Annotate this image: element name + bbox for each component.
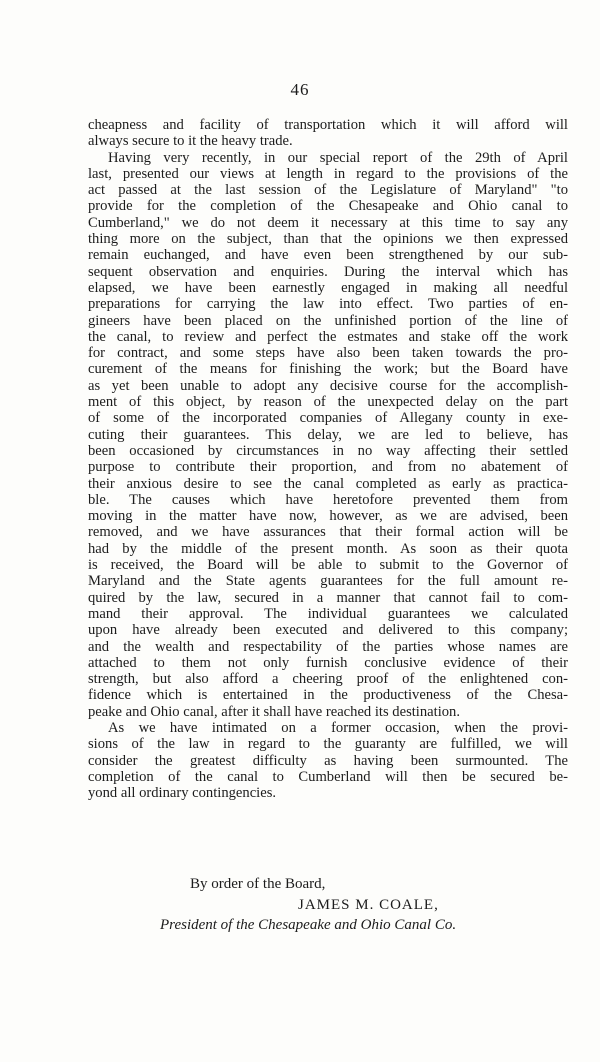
text-line: removed, and we have assurances that their formal action will be	[88, 524, 568, 541]
text-line: Cumberland," we do not deem it necessary at this time to say any	[88, 214, 568, 231]
text-line: attached to them not only furnish conclusive evidence of their	[88, 654, 568, 671]
text-line: Having very recently, in our special report of the 29th of April	[108, 149, 568, 166]
text-line: sequent observation and enquiries. During the interval which has	[88, 263, 568, 280]
signer-name: JAMES M. COALE,	[298, 897, 439, 913]
text-line: last, presented our views at length in regard to the provisions of the	[88, 165, 568, 182]
text-line: yond all ordinary contingencies.	[88, 785, 277, 802]
page-number: 46	[290, 80, 310, 99]
text-line: purpose to contribute their proportion, and from no abatement of	[88, 459, 568, 476]
text-line: always secure to it the heavy trade.	[88, 133, 293, 150]
text-line: preparations for carrying the law into effect. Two parties of en-	[88, 296, 568, 313]
text-line: elapsed, we have been earnestly engaged in making all needful	[88, 279, 568, 296]
signature-by-order: By order of the Board,	[190, 876, 326, 892]
text-line: thing more on the subject, than that the opinions we then expressed	[88, 231, 568, 248]
text-line: had by the middle of the present month. As soon as their quota	[88, 540, 568, 557]
text-line: strength, but also afford a cheering proof of the enlightened con-	[88, 671, 568, 688]
text-line: Maryland and the State agents guarantees for the full amount re-	[88, 573, 568, 590]
text-line: their anxious desire to see the canal completed as early as practica-	[88, 475, 568, 492]
text-line: and the wealth and respectability of the parties whose names are	[88, 638, 568, 655]
text-line: gineers have been placed on the unfinished portion of the line of	[88, 312, 568, 329]
text-line: been occasioned by circumstances in no way affecting their settled	[88, 442, 568, 459]
report-body	[88, 117, 568, 801]
text-line: cuting their guarantees. This delay, we are led to believe, has	[88, 426, 568, 443]
text-line: act passed at the last session of the Legislature of Maryland" "to	[88, 182, 568, 199]
text-line: of some of the incorporated companies of Allegany county in exe-	[88, 410, 568, 427]
text-line: ble. The causes which have heretofore prevented them from	[88, 491, 568, 508]
text-line: ment of this object, by reason of the unexpected delay on the part	[88, 394, 568, 411]
text-line: moving in the matter have now, however, as we are advised, been	[88, 508, 568, 525]
text-line: as yet been unable to adopt any decisive course for the accomplish-	[88, 377, 568, 394]
text-line: As we have intimated on a former occasion, when the provi-	[108, 719, 568, 736]
text-line: consider the greatest difficulty as having been surmounted. The	[88, 752, 568, 769]
text-line: curement of the means for finishing the work; but the Board have	[88, 361, 568, 378]
text-line: fidence which is entertained in the productiveness of the Chesa-	[88, 687, 568, 704]
text-line: completion of the canal to Cumberland will then be secured be-	[88, 768, 568, 785]
text-line: remain euchanged, and have even been strengthened by our sub-	[88, 247, 568, 264]
text-line: upon have already been executed and delivered to this company;	[88, 622, 568, 639]
signer-title: President of the Chesapeake and Ohio Canal Co.	[160, 917, 457, 933]
text-line: peake and Ohio canal, after it shall have reached its destination.	[88, 703, 460, 720]
text-line: the canal, to review and perfect the estmates and stake off the work	[88, 328, 568, 345]
text-line: is received, the Board will be able to submit to the Governor of	[88, 557, 568, 574]
text-line: quired by the law, secured in a manner that cannot fail to com-	[88, 589, 568, 606]
text-line: for contract, and some steps have also been taken towards the pro-	[88, 345, 568, 362]
text-line: provide for the completion of the Chesapeake and Ohio canal to	[88, 198, 568, 215]
text-line: cheapness and facility of transportation which it will afford will	[88, 117, 568, 133]
text-line: mand their approval. The individual guarantees we calculated	[88, 605, 568, 622]
text-line: sions of the law in regard to the guaranty are fulfilled, we will	[88, 736, 568, 753]
